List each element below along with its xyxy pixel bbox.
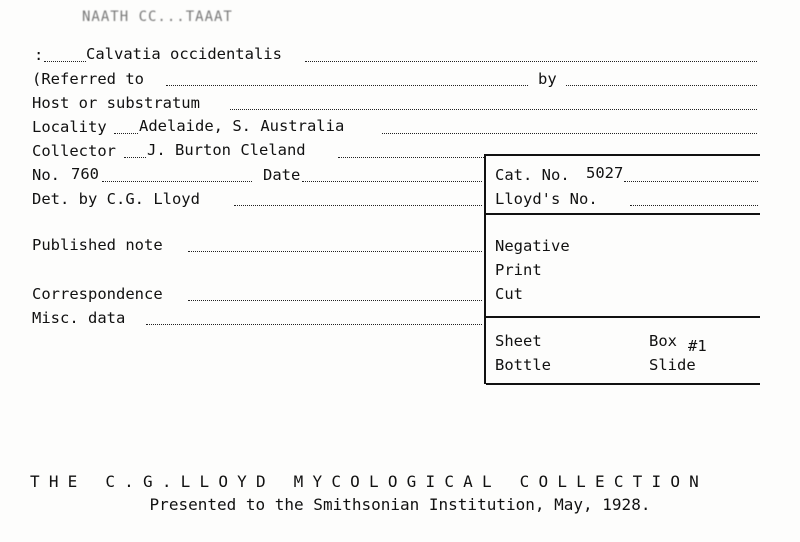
correspondence-dots [188,300,482,301]
host-label: Host or substratum [32,94,200,112]
published-dots [188,251,482,252]
no-value: 760 [71,165,99,183]
locality-dots-leading [114,133,138,134]
panel-left-line [484,154,486,384]
lloyd-dots [630,205,758,206]
misc-label: Misc. data [32,309,126,327]
date-label: Date [263,166,301,184]
species-dots [305,61,757,62]
bottle-label: Bottle [495,356,551,374]
panel-top-line [484,154,760,156]
cat-dots [624,181,758,182]
no-dots [102,181,252,182]
faint-header: NAATH CC...TAAAT [82,9,233,25]
date-dots [302,181,482,182]
locality-label: Locality [32,118,107,136]
species-name: Calvatia occidentalis [86,45,282,63]
referred-label: (Referred to [32,70,144,88]
box-label: Box [649,332,677,350]
referred-dots [166,85,528,86]
locality-dots [382,133,757,134]
presentation-note: Presented to the Smithsonian Institution, May, 1928. [149,495,651,514]
collector-dots [338,157,484,158]
misc-dots [146,324,482,325]
box-value: #1 [688,337,707,355]
slide-label: Slide [649,356,696,374]
species-prefix: : [34,46,44,64]
panel-bottom-line [486,383,760,385]
panel-divider-1 [486,213,760,215]
collector-label: Collector [32,142,116,160]
det-dots [234,205,482,206]
cat-label: Cat. No. [495,166,570,184]
no-label: No. [32,166,60,184]
cut-label: Cut [495,285,523,303]
print-label: Print [495,261,542,279]
cat-value: 5027 [586,164,624,182]
negative-label: Negative [495,237,570,255]
panel-divider-2 [486,316,760,318]
collector-dots-leading [124,157,146,158]
by-dots [566,85,757,86]
species-dots-leading [44,61,86,62]
host-dots [230,109,757,110]
collection-title: THE C.G.LLOYD MYCOLOGICAL COLLECTION [30,472,708,491]
by-label: by [538,70,557,88]
det-label: Det. by C.G. Lloyd [32,190,200,208]
published-label: Published note [32,236,163,254]
sheet-label: Sheet [495,332,542,350]
lloyd-label: Lloyd's No. [495,190,598,208]
locality-value: Adelaide, S. Australia [139,117,345,135]
correspondence-label: Correspondence [32,285,163,303]
collector-value: J. Burton Cleland [147,141,306,159]
